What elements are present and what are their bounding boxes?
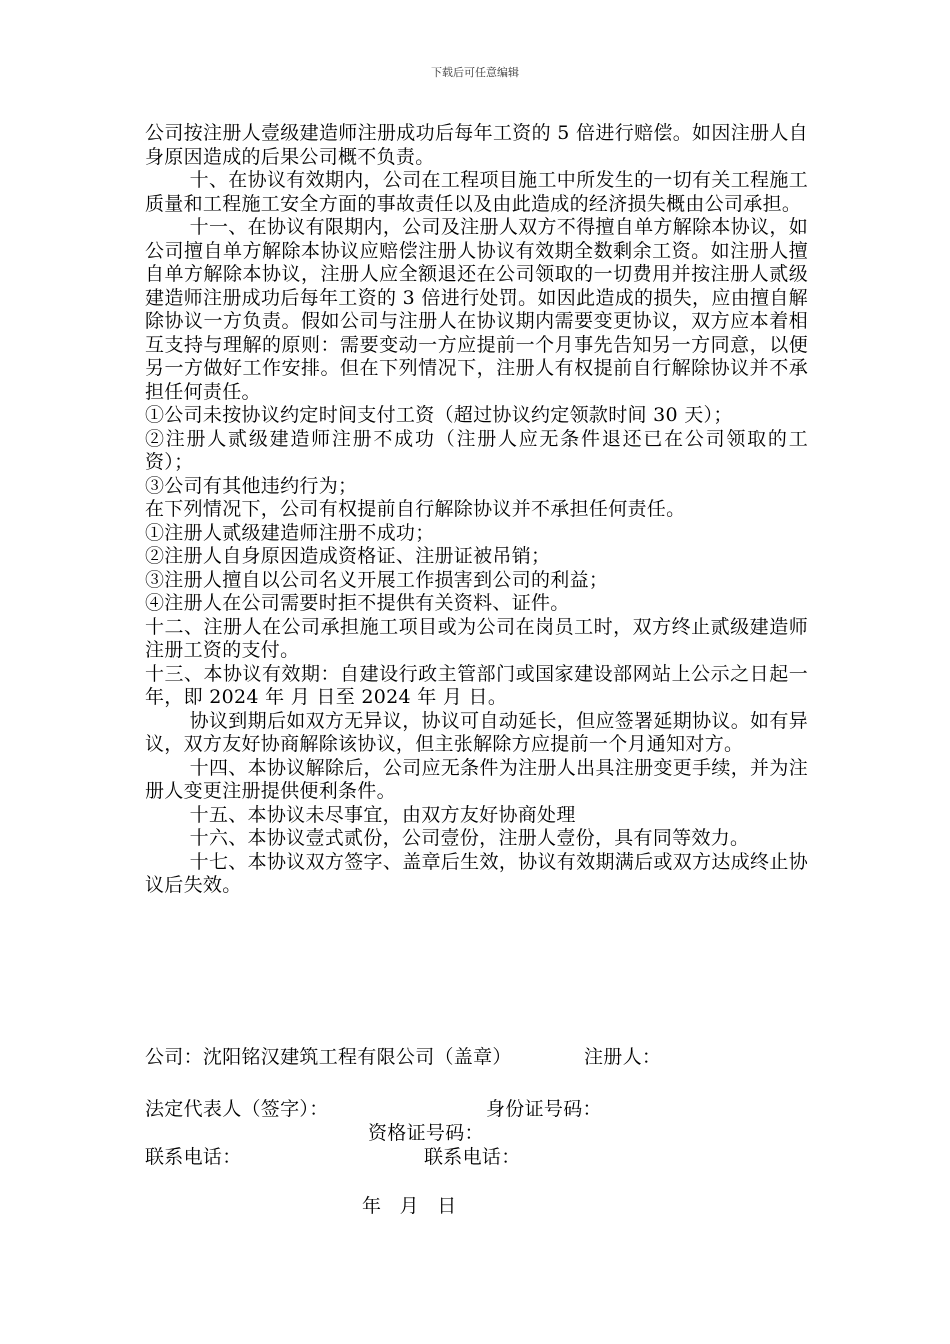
- company-signature-line: 公司：沈阳铭汉建筑工程有限公司（盖章）: [145, 1046, 512, 1068]
- list-item-company-right-1: ①注册人贰级建造师注册不成功；: [145, 521, 435, 544]
- list-item-company-right-3: ③注册人擅自以公司名义开展工作损害到公司的利益；: [145, 568, 609, 591]
- paragraph-extension: 协议到期后如双方无异议，协议可自动延长，但应签署延期协议。如有异议，双方友好协商解除该协议，但主张解除方应提前一个月通知对方。: [145, 709, 808, 755]
- date-line: 年 月 日: [362, 1195, 457, 1217]
- page-header-note: 下载后可任意编辑: [431, 66, 519, 79]
- paragraph-clause-13: 十三、本协议有效期：自建设行政主管部门或国家建设部网站上公示之日起一年，即 2024 年 月 日至 2024 年 月 日。: [145, 662, 808, 708]
- id-number-label: 身份证号码：: [486, 1098, 602, 1120]
- registrant-label: 注册人：: [584, 1046, 662, 1068]
- list-item-registrant-right-2: ②注册人贰级建造师注册不成功（注册人应无条件退还已在公司领取的工资）；: [145, 427, 808, 473]
- paragraph-clause-11: 十一、在协议有限期内，公司及注册人双方不得擅自单方解除本协议，如公司擅自单方解除本协议应赔偿注册人协议有效期全数剩余工资。如注册人擅自单方解除本协议，注册人应全额退还在公司领取的一切费用并按注册人贰级建造师注册成功后每年工资的 3 倍进行处罚。如因此造成的损失，应由擅自解除协议一方负责。假如公司与注册人在协议期内需要变更协议，双方应本着相互支持与理解的原则：需要变动一方应提前一个月事先告知另一方同意，以便另一方做好工作安排。但在下列情况下，注册人有权提前自行解除协议并不承担任何责任。: [145, 216, 808, 403]
- qualification-number-label: 资格证号码：: [368, 1122, 484, 1144]
- list-item-registrant-right-3: ③公司有其他违约行为；: [145, 474, 358, 497]
- document-body: [145, 122, 808, 898]
- paragraph-clause-16: 十六、本协议壹式贰份，公司壹份，注册人壹份，具有同等效力。: [189, 827, 750, 849]
- list-item-registrant-right-1: ①公司未按协议约定时间支付工资（超过协议约定领款时间 30 天）；: [145, 404, 733, 426]
- paragraph-clause-15: 十五、本协议未尽事宜，由双方友好协商处理: [189, 803, 576, 826]
- paragraph-company-rights-intro: 在下列情况下，公司有权提前自行解除协议并不承担任何责任。: [145, 498, 686, 520]
- paragraph-clause-12: 十二、注册人在公司承担施工项目或为公司在岗员工时，双方终止贰级建造师注册工资的支付。: [145, 615, 808, 661]
- paragraph-compensation-continued: 公司按注册人壹级建造师注册成功后每年工资的 5 倍进行赔偿。如因注册人自身原因造成的后果公司概不负责。: [145, 122, 808, 168]
- paragraph-clause-10: 十、在协议有效期内，公司在工程项目施工中所发生的一切有关工程施工质量和工程施工安全方面的事故责任以及由此造成的经济损失概由公司承担。: [145, 169, 808, 215]
- list-item-company-right-4: ④注册人在公司需要时拒不提供有关资料、证件。: [145, 592, 570, 614]
- registrant-phone-label: 联系电话：: [424, 1146, 521, 1168]
- list-item-company-right-2: ②注册人自身原因造成资格证、注册证被吊销；: [145, 545, 551, 567]
- paragraph-clause-14: 十四、本协议解除后，公司应无条件为注册人出具注册变更手续，并为注册人变更注册提供便利条件。: [145, 756, 808, 802]
- legal-representative-label: 法定代表人（签字）：: [145, 1098, 329, 1120]
- company-phone-label: 联系电话：: [145, 1146, 242, 1168]
- paragraph-clause-17: 十七、本协议双方签字、盖章后生效，协议有效期满后或双方达成终止协议后失效。: [145, 850, 808, 896]
